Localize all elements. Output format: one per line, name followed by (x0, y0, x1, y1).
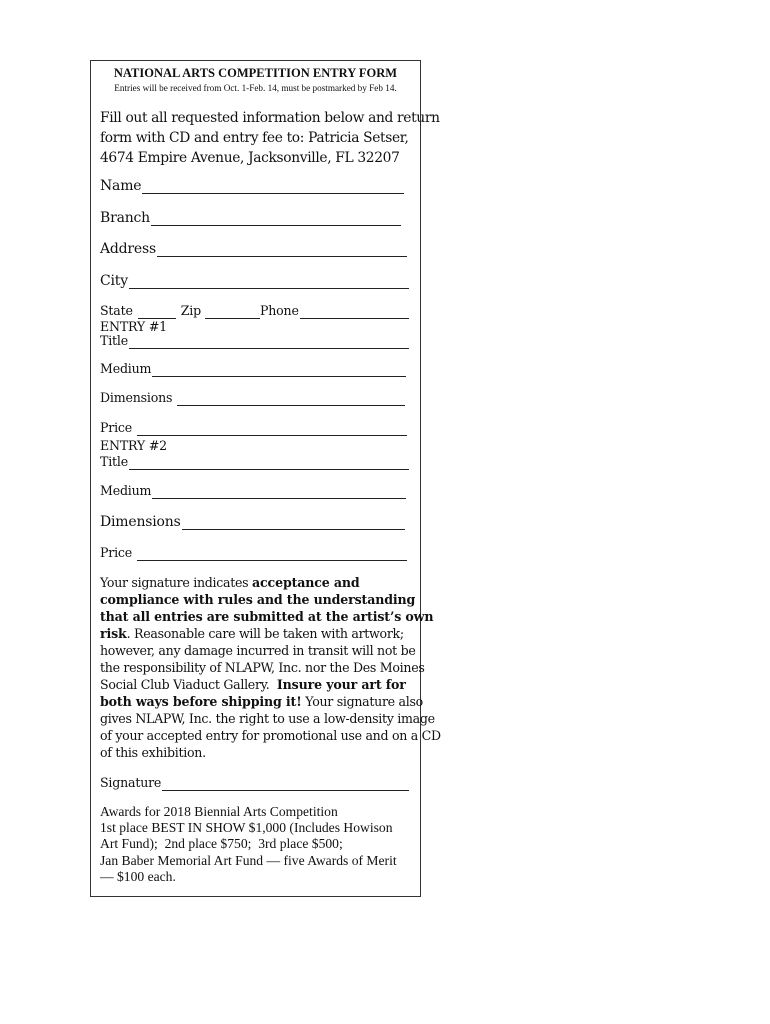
entry1-title-line[interactable] (129, 337, 409, 349)
address-label: Address (100, 241, 156, 257)
branch-line[interactable] (151, 214, 401, 226)
entry1-medium-line[interactable] (152, 365, 406, 377)
name-field[interactable] (100, 178, 409, 194)
entry1-medium-field[interactable] (100, 361, 409, 377)
entry2-title-label: Title (100, 454, 128, 469)
intro-line: Fill out all requested information below and return (100, 110, 440, 126)
rules-line (100, 591, 414, 608)
entry2-title-field[interactable] (100, 454, 409, 470)
branch-field[interactable] (100, 210, 409, 226)
awards-line: 1st place BEST IN SHOW $1,000 (Includes Howison (100, 820, 393, 836)
awards-line: Awards for 2018 Biennial Arts Competition (100, 804, 338, 819)
state-label: State (100, 303, 133, 318)
entry1-price-label: Price (100, 420, 133, 435)
entry1-medium-label: Medium (100, 361, 152, 376)
rules-line: the responsibility of NLAPW, Inc. nor the Des Moines (100, 660, 425, 675)
rules-bold-text: compliance with rules and the understanding (100, 592, 416, 607)
name-line[interactable] (142, 182, 404, 194)
rules-bold-text: Insure your art for (276, 677, 406, 692)
entry2-title-line[interactable] (129, 458, 409, 470)
form-subtitle: Entries will be received from Oct. 1-Feb. 14, must be postmarked by Feb 14. (114, 83, 397, 93)
entry1-dimensions-field[interactable] (100, 390, 409, 406)
rules-text: Your signature also (301, 694, 423, 709)
rules-text: Your signature indicates (100, 575, 253, 590)
entry2-medium-field[interactable] (100, 483, 409, 499)
rules-bold-text: acceptance and (252, 575, 360, 590)
rules-line (100, 676, 414, 693)
form-title: NATIONAL ARTS COMPETITION ENTRY FORM (113, 66, 398, 80)
awards-section (100, 804, 414, 885)
awards-line: — $100 each. (100, 868, 176, 884)
rules-line (100, 625, 414, 642)
zip-line[interactable] (205, 307, 260, 319)
entry1-title-label: Title (100, 333, 128, 348)
entry2-dimensions-label: Dimensions (100, 514, 181, 530)
phone-line[interactable] (300, 307, 409, 319)
entry1-heading: ENTRY #1 (100, 319, 167, 334)
entry1-title-field[interactable] (100, 333, 409, 349)
entry1-dimensions-line[interactable] (177, 394, 405, 406)
entry2-price-line[interactable] (137, 549, 407, 561)
city-label: City (100, 273, 128, 289)
signature-line[interactable] (162, 779, 409, 791)
state-line[interactable] (138, 307, 176, 319)
rules-line: of your accepted entry for promotional use and on a CD (100, 728, 441, 743)
entry1-price-field[interactable] (100, 420, 409, 436)
rules-line: gives NLAPW, Inc. the right to use a low-density image (100, 711, 435, 726)
rules-bold-text: both ways before shipping it! (100, 694, 302, 709)
signature-label: Signature (100, 775, 162, 790)
awards-line: Art Fund); 2nd place $750; 3rd place $500; (100, 836, 343, 852)
entry2-price-field[interactable] (100, 545, 409, 561)
entry2-heading: ENTRY #2 (100, 438, 167, 453)
rules-line: of this exhibition. (100, 745, 206, 760)
zip-label: Zip (180, 303, 201, 318)
entry2-price-label: Price (100, 545, 133, 560)
phone-label: Phone (259, 303, 299, 318)
rules-line (100, 574, 414, 591)
entry1-price-line[interactable] (137, 424, 407, 436)
city-field[interactable] (100, 273, 409, 289)
signature-field[interactable] (100, 775, 409, 791)
entry1-dimensions-label: Dimensions (100, 390, 173, 405)
entry2-dimensions-field[interactable] (100, 514, 409, 530)
address-field[interactable] (100, 241, 409, 257)
rules-line: however, any damage incurred in transit will not be (100, 643, 416, 658)
entry2-dimensions-line[interactable] (182, 518, 405, 530)
state-zip-phone-row (100, 303, 409, 319)
city-line[interactable] (129, 277, 409, 289)
awards-line: Jan Baber Memorial Art Fund — five Awards of Merit (100, 852, 397, 868)
branch-label: Branch (100, 210, 151, 226)
intro-line: 4674 Empire Avenue, Jacksonville, FL 32207 (100, 150, 400, 166)
entry-form (90, 60, 441, 897)
entry2-medium-label: Medium (100, 483, 152, 498)
rules-line (100, 693, 423, 710)
rules-line (100, 608, 434, 625)
intro-line: form with CD and entry fee to: Patricia Setser, (100, 130, 409, 146)
intro-text (100, 108, 440, 168)
entry2-medium-line[interactable] (152, 487, 406, 499)
rules-text: Social Club Viaduct Gallery. (100, 677, 277, 692)
address-line[interactable] (157, 245, 407, 257)
rules-text: . Reasonable care will be taken with artwork; (126, 626, 404, 641)
rules-bold-text: risk (100, 626, 127, 641)
name-label: Name (100, 178, 142, 194)
rules-paragraph (100, 574, 441, 761)
rules-bold-text: that all entries are submitted at the artist’s own (100, 609, 434, 624)
